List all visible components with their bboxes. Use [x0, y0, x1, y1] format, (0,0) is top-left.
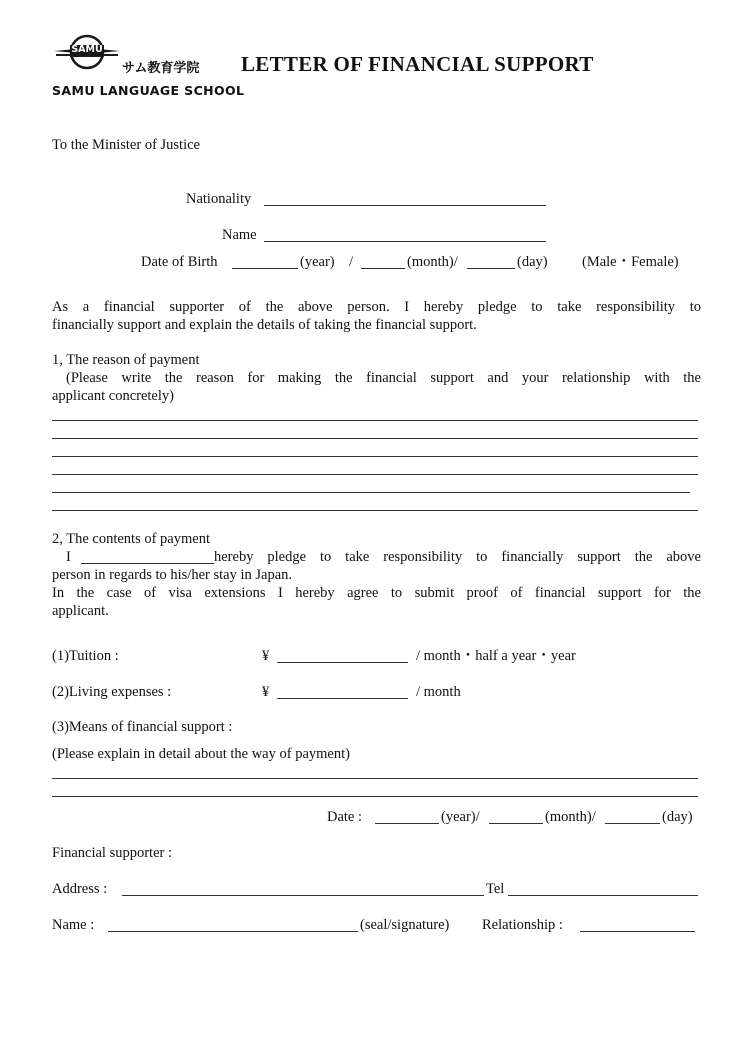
reason-line-3[interactable] — [52, 456, 698, 457]
addressee: To the Minister of Justice — [52, 137, 200, 153]
nationality-label: Nationality — [186, 191, 252, 207]
dob-day-label: (day) — [517, 254, 548, 270]
living-period: / month — [416, 684, 461, 700]
date-day-label: (day) — [662, 809, 693, 825]
name-field[interactable] — [264, 241, 546, 242]
dob-month-field[interactable] — [361, 268, 405, 269]
dob-day-field[interactable] — [467, 268, 515, 269]
date-label: Date : — [327, 809, 363, 825]
section-2-pledge-line-1: hereby pledge to take responsibility to financially support the above — [214, 549, 701, 565]
page-title: LETTER OF FINANCIAL SUPPORT — [241, 52, 594, 76]
living-expenses-label: (2)Living expenses : — [52, 684, 172, 700]
tel-label: Tel — [486, 881, 505, 897]
logo-text: SAMU — [71, 44, 103, 55]
tuition-period-options[interactable]: / month・half a year・year — [416, 648, 576, 664]
school-name: SAMU LANGUAGE SCHOOL — [52, 83, 245, 98]
date-day-field[interactable] — [605, 823, 660, 824]
section-2-heading: 2, The contents of payment — [52, 531, 210, 547]
dob-year-label: (year) — [300, 254, 335, 270]
section-2-pledge-line-2: person in regards to his/her stay in Japan. — [52, 567, 293, 583]
dob-month-label: (month)/ — [407, 254, 458, 270]
dob-year-field[interactable] — [232, 268, 298, 269]
japanese-school-name: サム教育学院 — [122, 61, 200, 76]
reason-line-1[interactable] — [52, 420, 698, 421]
tuition-label: (1)Tuition : — [52, 648, 119, 664]
seal-signature-label: (seal/signature) — [360, 917, 450, 933]
dob-slash: / — [349, 254, 354, 270]
date-year-field[interactable] — [375, 823, 439, 824]
pledge-line-1: As a financial supporter of the above person. I hereby pledge to take responsibility to — [52, 299, 701, 315]
date-month-label: (month)/ — [545, 809, 596, 825]
financial-supporter-label: Financial supporter : — [52, 845, 173, 861]
means-label: (3)Means of financial support : — [52, 719, 233, 735]
supporter-name-field[interactable] — [81, 563, 214, 564]
visa-line-1: In the case of visa extensions I hereby agree to submit proof of financial support for the — [52, 585, 701, 601]
date-year-label: (year)/ — [441, 809, 480, 825]
relationship-label: Relationship : — [482, 917, 563, 933]
living-amount-field[interactable] — [277, 698, 408, 699]
means-line-1[interactable] — [52, 778, 698, 779]
address-field[interactable] — [122, 895, 484, 896]
i-label: I — [66, 549, 71, 565]
tel-field[interactable] — [508, 895, 698, 896]
supporter-signature-field[interactable] — [108, 931, 358, 932]
reason-line-6[interactable] — [52, 510, 698, 511]
reason-line-2[interactable] — [52, 438, 698, 439]
nationality-field[interactable] — [264, 205, 546, 206]
sex-options[interactable]: (Male・Female) — [582, 254, 679, 270]
address-label: Address : — [52, 881, 108, 897]
means-instruction: (Please explain in detail about the way of payment) — [52, 746, 350, 762]
supporter-name-label: Name : — [52, 917, 95, 933]
reason-line-5[interactable] — [52, 492, 690, 493]
date-month-field[interactable] — [489, 823, 543, 824]
means-line-2[interactable] — [52, 796, 698, 797]
tuition-amount-field[interactable] — [277, 662, 408, 663]
visa-line-2: applicant. — [52, 603, 109, 619]
section-1-instruction-line-1: (Please write the reason for making the financial support and your relationship with the — [66, 370, 701, 386]
relationship-field[interactable] — [580, 931, 695, 932]
reason-line-4[interactable] — [52, 474, 698, 475]
section-1-instruction-line-2: applicant concretely) — [52, 388, 174, 404]
pledge-line-2: financially support and explain the details of taking the financial support. — [52, 317, 477, 333]
living-yen-symbol: ¥ — [262, 684, 270, 700]
tuition-yen-symbol: ¥ — [262, 648, 270, 664]
name-label: Name — [222, 227, 257, 243]
dob-label: Date of Birth — [141, 254, 218, 270]
section-1-heading: 1, The reason of payment — [52, 352, 200, 368]
